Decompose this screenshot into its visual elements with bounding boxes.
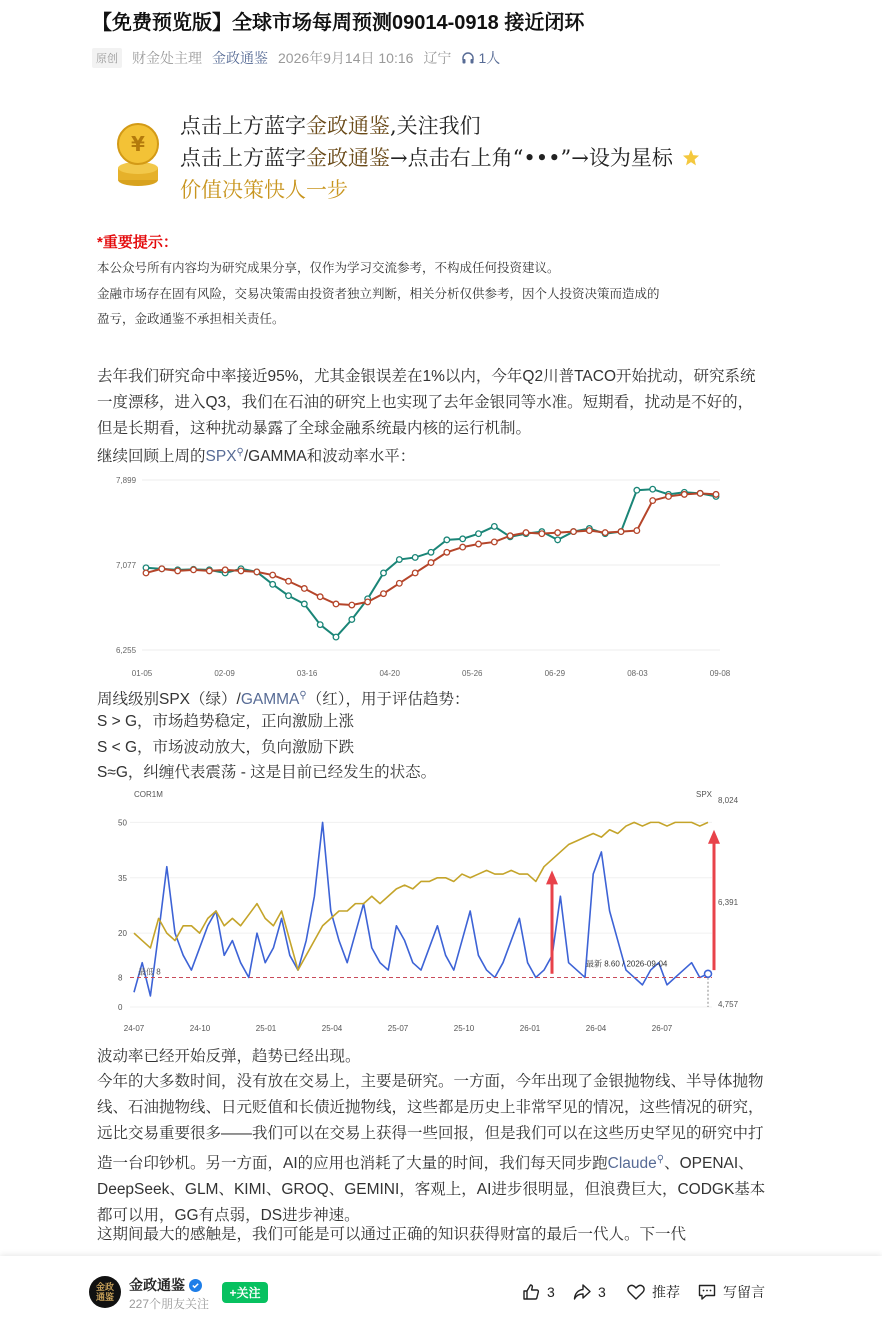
data-point <box>428 560 434 566</box>
recommend-label: 推荐 <box>652 1284 680 1300</box>
left-tick-label: 20 <box>118 929 127 939</box>
left-tick-label: 35 <box>118 873 127 883</box>
listener-count: 1人 <box>478 50 501 66</box>
account-link[interactable]: 金政通鉴 <box>212 50 268 66</box>
data-point <box>539 531 545 537</box>
red-arrow-head <box>708 830 720 844</box>
data-point <box>618 529 624 535</box>
body-paragraph-8: 今年的大多数时间，没有放在交易上，主要是研究。一方面，今年出现了金银抛物线、半导体抛物线、石油抛物线、日元贬值和长债近抛物线，这些都是历史上非常罕见的情况，这些情况的研究，远比交易重要很多——我们可以在交易上获得一些回报，但是我们可以在这些历史罕见的研究中打造一台印钞机。另一方面，AI的应用也消耗了大量的时间，我们每天同步跑Claude⚲、OPENAI、DeepSeek、GLM、KIMI、GROQ、GEMINI，客观上，AI进步很明显，但浪费巨大，CODGK基本都可以用，GG有点弱，DS进步神速。 <box>97 1073 766 1225</box>
series-line <box>134 822 708 996</box>
body-paragraph-5: S < G，市场波动放大，负向激励下跌 <box>97 739 355 756</box>
data-point <box>302 601 308 607</box>
data-point <box>238 568 244 574</box>
body-paragraph-6: S≈G，纠缠代表震荡 - 这是目前已经发生的状态。 <box>97 764 437 781</box>
x-tick-label: 26-07 <box>651 1024 673 1033</box>
location-label: 辽宁 <box>423 50 452 66</box>
data-point <box>317 594 323 600</box>
body-paragraph-9: 这期间最大的感触是，我们可能是可以通过正确的知识获得财富的最后一代人。下一代 <box>97 1226 687 1243</box>
data-point <box>555 537 561 543</box>
data-point <box>428 549 434 555</box>
right-tick-label: 8,024 <box>718 796 739 805</box>
notice-heading: *重要提示： <box>97 234 178 251</box>
like-button[interactable] <box>521 1282 555 1302</box>
article-title: 【免费预览版】全球市场每周预测09014-0918 接近闭环 <box>92 12 585 34</box>
data-point <box>476 541 482 547</box>
data-point <box>412 570 418 576</box>
bottom-action-bar <box>0 1256 882 1319</box>
x-tick-label: 24-10 <box>189 1024 211 1033</box>
footer-account-name[interactable]: 金政通鉴 <box>129 1275 202 1295</box>
data-point <box>365 599 371 605</box>
right-tick-label: 4,757 <box>718 1000 739 1009</box>
svg-text:¥: ¥ <box>131 132 145 156</box>
data-point <box>381 591 387 597</box>
spx-gamma-chart <box>108 470 748 682</box>
banner-line-3: 价值决策快人一步 <box>180 178 348 202</box>
x-tick-label: 09-08 <box>709 669 731 678</box>
y-tick-label: 7,077 <box>116 561 137 570</box>
right-tick-label: 6,391 <box>718 898 739 907</box>
floor-label: 最低 8 <box>138 967 161 977</box>
recommend-button[interactable] <box>626 1282 680 1302</box>
data-point <box>270 582 276 588</box>
share-arrow-icon <box>572 1282 592 1302</box>
data-point <box>555 530 561 536</box>
x-tick-label: 04-20 <box>379 669 400 678</box>
data-point <box>634 528 640 534</box>
notice-text-2: 金融市场存在固有风险，交易决策需由投资者独立判断，相关分析仅供参考，因个人投资决策而造成的 <box>97 287 660 301</box>
follower-count: 227个朋友关注 <box>129 1297 210 1311</box>
notice-text-1: 本公众号所有内容均为研究成果分享，仅作为学习交流参考，不构成任何投资建议。 <box>97 261 560 275</box>
search-icon: ⚲ <box>299 690 307 701</box>
series-line <box>134 822 708 970</box>
latest-annotation: 最新 8.60 / 2026-09-04 <box>586 959 668 969</box>
data-point <box>412 555 418 561</box>
data-point <box>397 581 403 587</box>
data-point <box>381 570 387 576</box>
thumbs-up-icon <box>521 1282 541 1302</box>
article-meta <box>92 48 500 68</box>
data-point <box>302 586 308 592</box>
left-tick-label: 50 <box>118 818 127 828</box>
data-point <box>602 530 608 536</box>
account-avatar[interactable]: 金政 通鉴 <box>89 1276 121 1308</box>
data-point <box>191 567 197 573</box>
data-point <box>254 569 260 575</box>
body-paragraph-2: 继续回顾上周的SPX⚲/GAMMA和波动率水平： <box>97 447 416 466</box>
banner-line-2: 点击上方蓝字金政通鉴→点击右上角“•••”→设为星标 <box>180 142 702 172</box>
data-point <box>207 568 213 574</box>
banner-line-1: 点击上方蓝字金政通鉴,关注我们 <box>180 114 481 138</box>
left-tick-label: 8 <box>118 973 123 983</box>
x-tick-label: 02-09 <box>214 669 235 678</box>
share-count: 3 <box>598 1284 606 1300</box>
left-axis-title: COR1M <box>134 790 163 799</box>
data-point <box>286 578 292 584</box>
coin-stack-icon <box>114 114 162 188</box>
data-point <box>523 530 529 536</box>
data-point <box>634 487 640 493</box>
data-point <box>666 494 672 500</box>
listen-button[interactable] <box>461 48 500 68</box>
data-point <box>650 498 656 504</box>
body-paragraph-4: S > G，市场趋势稳定，正向激励上涨 <box>97 713 355 730</box>
data-point <box>333 601 339 607</box>
search-icon: ⚲ <box>656 1154 665 1165</box>
data-point <box>492 524 498 530</box>
x-tick-label: 08-03 <box>627 669 648 678</box>
data-point <box>349 617 355 623</box>
data-point <box>650 486 656 492</box>
gamma-link[interactable]: GAMMA <box>240 691 300 709</box>
data-point <box>444 537 450 543</box>
data-point <box>222 567 228 573</box>
claude-link[interactable]: Claude <box>607 1155 657 1173</box>
share-button[interactable] <box>572 1282 606 1302</box>
data-point <box>697 491 703 497</box>
x-tick-label: 26-01 <box>519 1024 541 1033</box>
follow-button[interactable]: +关注 <box>222 1282 268 1303</box>
left-tick-label: 0 <box>118 1003 123 1012</box>
body-paragraph-3: 周线级别SPX（绿）/GAMMA⚲（红），用于评估趋势： <box>97 690 470 709</box>
data-point <box>476 531 482 537</box>
heart-icon <box>626 1282 646 1302</box>
data-point <box>159 566 165 572</box>
follow-banner <box>108 100 768 200</box>
body-paragraph-7: 波动率已经开始反弹，趋势已经出现。 <box>97 1048 361 1065</box>
x-tick-label: 01-05 <box>131 669 153 678</box>
data-point <box>682 492 688 498</box>
notice-text-3: 盈亏，金政通鉴不承担相关责任。 <box>97 312 285 326</box>
search-icon: ⚲ <box>236 447 244 458</box>
data-point <box>713 492 719 498</box>
x-tick-label: 25-10 <box>453 1024 475 1033</box>
data-point <box>507 533 513 539</box>
y-tick-label: 6,255 <box>116 646 137 655</box>
data-point <box>317 622 323 628</box>
x-tick-label: 03-16 <box>296 669 318 678</box>
comment-label: 写留言 <box>723 1284 765 1300</box>
comment-button[interactable] <box>697 1282 765 1302</box>
data-point <box>333 634 339 640</box>
x-tick-label: 25-04 <box>321 1024 343 1033</box>
x-tick-label: 05-26 <box>462 669 483 678</box>
star-icon <box>680 148 702 168</box>
publish-datetime: 2026年9月14日 10:16 <box>278 50 414 66</box>
data-point <box>571 529 577 535</box>
data-point <box>444 549 450 555</box>
author-name: 财金处主理 <box>132 50 202 66</box>
like-count: 3 <box>547 1284 555 1300</box>
data-point <box>286 593 292 599</box>
x-tick-label: 25-07 <box>387 1024 409 1033</box>
body-paragraph-1: 去年我们研究命中率接近95%，尤其金银误差在1%以内，今年Q2川普TACO开始扰动，研究系统一度漂移，进入Q3，我们在石油的研究上也实现了去年金银同等水准。短期看，扰动是不好的，但是长期看，这种扰动暴露了全球金融系统最内核的运行机制。 <box>97 368 756 437</box>
headphones-icon <box>461 51 475 65</box>
data-point <box>175 568 181 574</box>
data-point <box>349 602 355 608</box>
y-tick-label: 7,899 <box>116 476 137 485</box>
comment-icon <box>697 1282 717 1302</box>
data-point <box>397 557 403 563</box>
spx-link[interactable]: SPX <box>205 448 237 466</box>
data-point <box>460 544 466 550</box>
x-tick-label: 06-29 <box>544 669 566 678</box>
x-tick-label: 26-04 <box>585 1024 607 1033</box>
data-point <box>587 528 593 534</box>
data-point <box>143 570 149 576</box>
x-tick-label: 24-07 <box>123 1024 145 1033</box>
right-axis-title: SPX <box>696 790 713 799</box>
cor1m-spx-chart <box>108 785 748 1040</box>
data-point <box>492 539 498 545</box>
latest-point <box>705 970 712 977</box>
data-point <box>270 572 276 578</box>
data-point <box>460 536 466 542</box>
original-badge: 原创 <box>92 48 122 68</box>
verified-icon <box>189 1279 202 1292</box>
x-tick-label: 25-01 <box>255 1024 277 1033</box>
